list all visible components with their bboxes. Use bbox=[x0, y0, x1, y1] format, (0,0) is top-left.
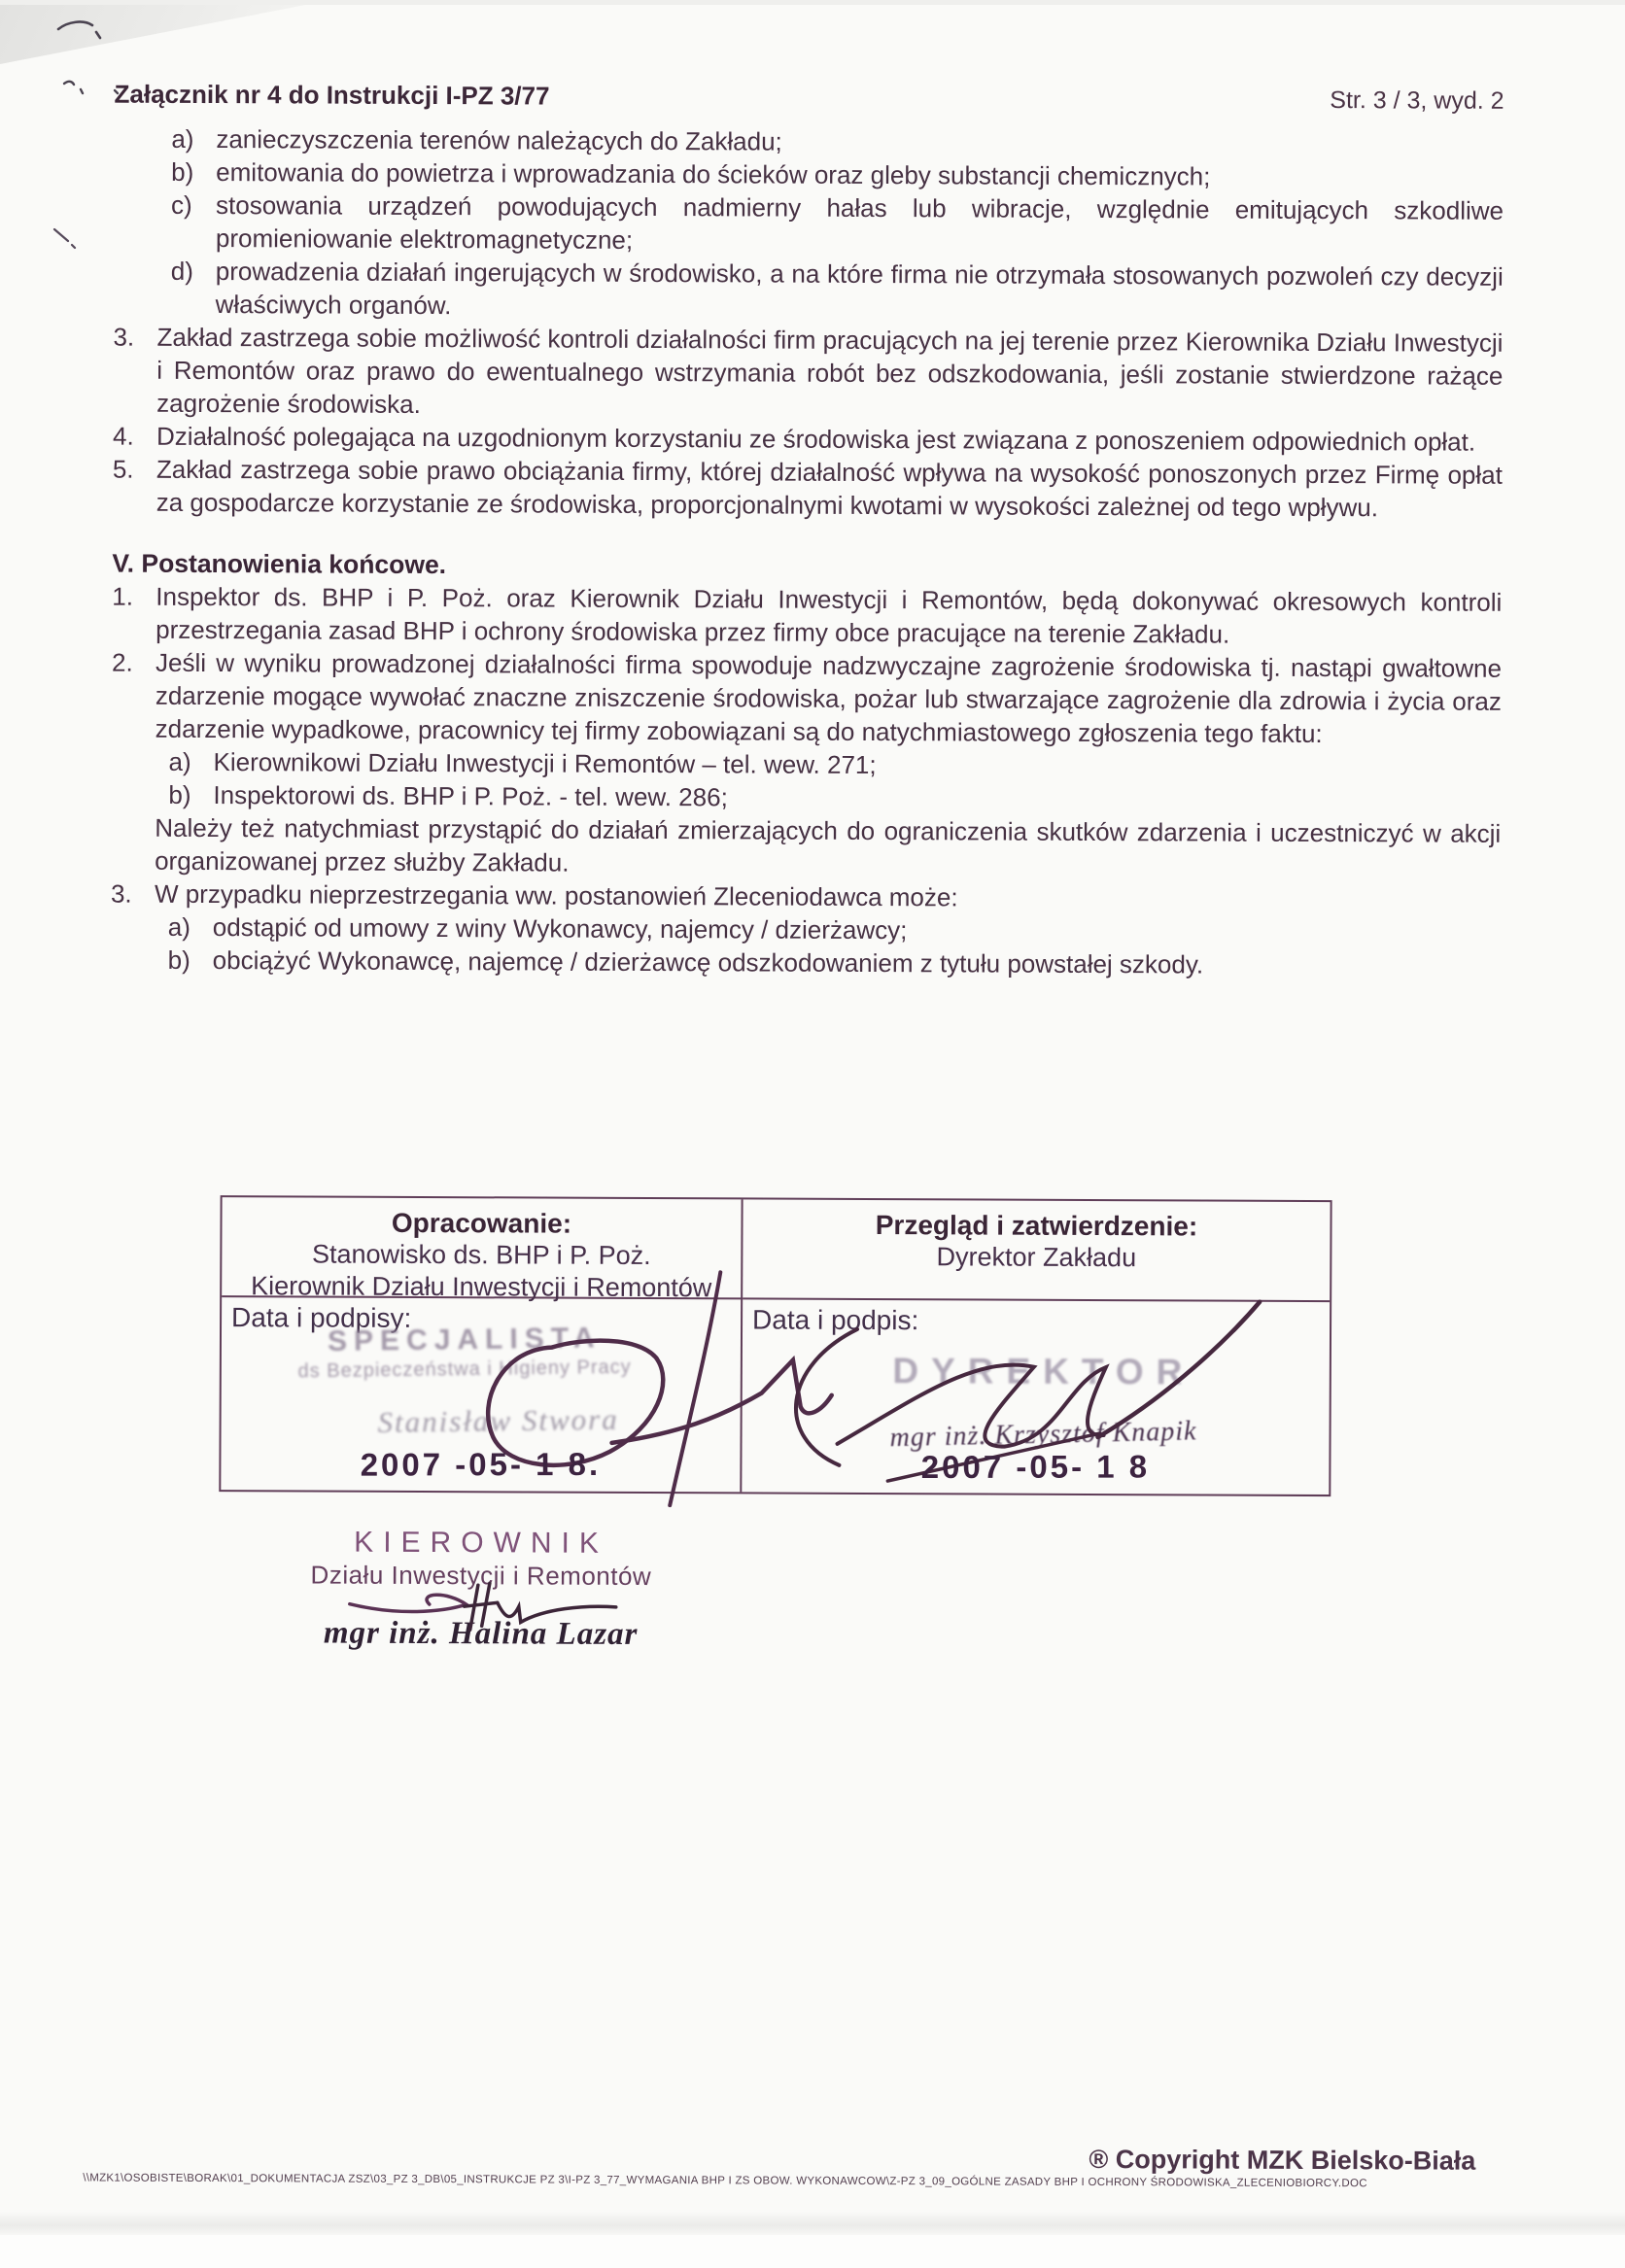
list-text: Zakład zastrzega sobie prawo obciążania firmy, której działalność wpływa na wysokość ponoszonych przez Firmę opłat za gospodarcze korzystanie ze środowiska, proporcjonalnymi kwotami w wysokości zależnej od tego wpływu. bbox=[156, 454, 1503, 523]
list-marker: 1. bbox=[112, 581, 134, 611]
kierownik-name: mgr inż. Halina Lazar bbox=[323, 1615, 639, 1652]
list-text: Zakład zastrzega sobie możliwość kontroli działalności firm pracujących na jej terenie przez Kierownika Działu Inwestycji i Remontów oraz prawo do ewentualnego wstrzymania robót bez odszkodowania, jeśli zostanie stwierdzone rażące zagrożenie środowiska. bbox=[156, 322, 1504, 419]
final-item-3b bbox=[168, 944, 1501, 982]
list-marker: a) bbox=[171, 123, 194, 154]
opracowanie-role-2: Kierownik Działu Inwestycji i Remontów bbox=[251, 1271, 712, 1303]
opracowanie-role-1: Stanowisko ds. BHP i P. Poż. bbox=[311, 1239, 651, 1271]
list-marker: d) bbox=[170, 256, 193, 286]
right-date-stamp: 2007 -05- 1 8 bbox=[920, 1448, 1151, 1486]
kierownik-stamp-title: KIEROWNIK bbox=[354, 1526, 608, 1560]
kierownik-stamp-subtitle: Działu Inwestycji i Remontów bbox=[310, 1560, 652, 1592]
list-text: Działalność polegająca na uzgodnionym korzystaniu ze środowiska jest związana z ponoszeniem odpowiednich opłat. bbox=[156, 421, 1476, 457]
attachment-title: Załącznik nr 4 do Instrukcji I-PZ 3/77 bbox=[114, 79, 550, 111]
list-text: Jeśli w wyniku prowadzonej działalności firma spowoduje nadzwyczajne zagrożenie środowiska tj. nastąpi gwałtowne zdarzenie mogące wywołać znaczne zniszczenie środowiska, pożar lub stwarzające zagrożenie dla zdrowia i życia oraz zdarzenie wypadkowe, pracownicy tej firmy zobowiązani są do natychmiastowego zgłoszenia tego faktu: bbox=[155, 647, 1503, 749]
numbered-item-5 bbox=[113, 453, 1503, 525]
scan-bottom-edge bbox=[0, 2212, 1625, 2237]
list-text: Inspektor ds. BHP i P. Poż. oraz Kierownik Działu Inwestycji i Remontów, będą dokonywać okresowych kontroli przestrzegania zasad BHP i ochrony środowiska przez firmy obce pracujące na terenie Zakładu. bbox=[156, 581, 1503, 649]
list-text: W przypadku nieprzestrzegania ww. postanowień Zleceniodawca może: bbox=[154, 878, 958, 912]
zatwierdzenie-header-cell bbox=[743, 1199, 1330, 1302]
left-date-stamp: 2007 -05- 1 8. bbox=[360, 1445, 602, 1483]
list-marker: 3. bbox=[110, 878, 132, 909]
left-signature-cell bbox=[221, 1297, 743, 1492]
zatwierdzenie-title: Przegląd i zatwierdzenie: bbox=[875, 1210, 1198, 1242]
list-marker: 3. bbox=[113, 322, 135, 352]
specjalista-stamp-line2: ds Bezpieczeństwa i Higieny Pracy bbox=[297, 1356, 632, 1383]
list-marker: b) bbox=[171, 156, 194, 187]
right-signature-cell bbox=[742, 1299, 1330, 1495]
list-marker: a) bbox=[168, 746, 191, 776]
opracowanie-title: Opracowanie: bbox=[391, 1207, 572, 1239]
date-signature-label: Data i podpis: bbox=[752, 1304, 919, 1336]
list-marker: c) bbox=[171, 189, 192, 220]
copyright-notice: ® Copyright MZK Bielsko-Biała bbox=[1089, 2144, 1476, 2176]
list-text: obciążyć Wykonawcę, najemcę / dzierżawcę odszkodowaniem z tytułu powstałej szkody. bbox=[212, 945, 1204, 979]
dyrektor-stamp: DYREKTOR bbox=[892, 1351, 1195, 1392]
list-marker: 5. bbox=[112, 454, 134, 484]
list-text: Inspektorowi ds. BHP i P. Poż. - tel. wew. 286; bbox=[213, 780, 728, 812]
list-text: odstąpić od umowy z winy Wykonawcy, najemcy / dzierżawcy; bbox=[212, 912, 908, 945]
list-marker: 4. bbox=[112, 421, 134, 451]
document-body bbox=[111, 122, 1504, 982]
document-header bbox=[115, 80, 1504, 116]
list-text: Kierownikowi Działu Inwestycji i Remontów – tel. wew. 271; bbox=[213, 747, 877, 780]
list-item-d bbox=[171, 255, 1504, 326]
signature-table bbox=[219, 1195, 1331, 1496]
stwora-name-stamp: Stanisław Stwora bbox=[377, 1401, 619, 1439]
list-marker: 2. bbox=[111, 647, 133, 677]
scan-bottom-margin bbox=[0, 2235, 1625, 2268]
list-item-c bbox=[171, 189, 1504, 260]
zatwierdzenie-role-1: Dyrektor Zakładu bbox=[936, 1242, 1137, 1273]
list-text: prowadzenia działań ingerujących w środowisko, a na które firma nie otrzymała stosowanych pozwoleń czy decyzji właściwych organów. bbox=[215, 257, 1504, 321]
opracowanie-header-cell bbox=[222, 1197, 743, 1303]
final-item-2-note: Należy też natychmiast przystąpić do działań zmierzających do ograniczenia skutków zdarzenia i uczestniczyć w akcji organizowanej przez służby Zakładu. bbox=[155, 812, 1502, 877]
kierownik-stamp-block bbox=[301, 1526, 662, 1653]
list-marker: b) bbox=[167, 945, 190, 975]
specjalista-stamp-line1: SPECJALISTA bbox=[327, 1322, 602, 1358]
list-marker: a) bbox=[167, 911, 191, 942]
lazar-signature bbox=[340, 1583, 622, 1642]
final-item-1 bbox=[112, 580, 1502, 652]
final-item-2 bbox=[112, 646, 1502, 751]
numbered-item-3 bbox=[113, 321, 1503, 426]
final-provisions-heading: V. Postanowienia końcowe. bbox=[112, 548, 447, 580]
list-text: emitowania do powietrza i wprowadzania do ścieków oraz gleby substancji chemicznych; bbox=[216, 157, 1211, 191]
document-file-path: \\MZK1\OSOBISTE\BORAK\01_DOKUMENTACJA ZSZ\03_PZ 3_DB\05_INSTRUKCJE PZ 3\I-PZ 3_77_WYMAGANIA BHP I ZS OBOW. WYKONAWCOW\Z-PZ 3_09_OGÓLNE ZASADY BHP I OCHRONY ŚRODOWISKA_ZLECENIOBIORCY.DOC bbox=[83, 2172, 1367, 2190]
list-marker: b) bbox=[168, 779, 191, 809]
page-number: Str. 3 / 3, wyd. 2 bbox=[1330, 86, 1504, 115]
list-text: stosowania urządzeń powodujących nadmierny hałas lub wibracje, względnie emitujących szkodliwe promieniowanie elektromagnetyczne; bbox=[215, 190, 1504, 255]
date-signatures-label: Data i podpisy: bbox=[231, 1302, 412, 1333]
knapik-name-stamp: mgr inż. Krzysztof Knapik bbox=[889, 1416, 1197, 1454]
list-text: zanieczyszczenia terenów należących do Zakładu; bbox=[216, 124, 782, 156]
